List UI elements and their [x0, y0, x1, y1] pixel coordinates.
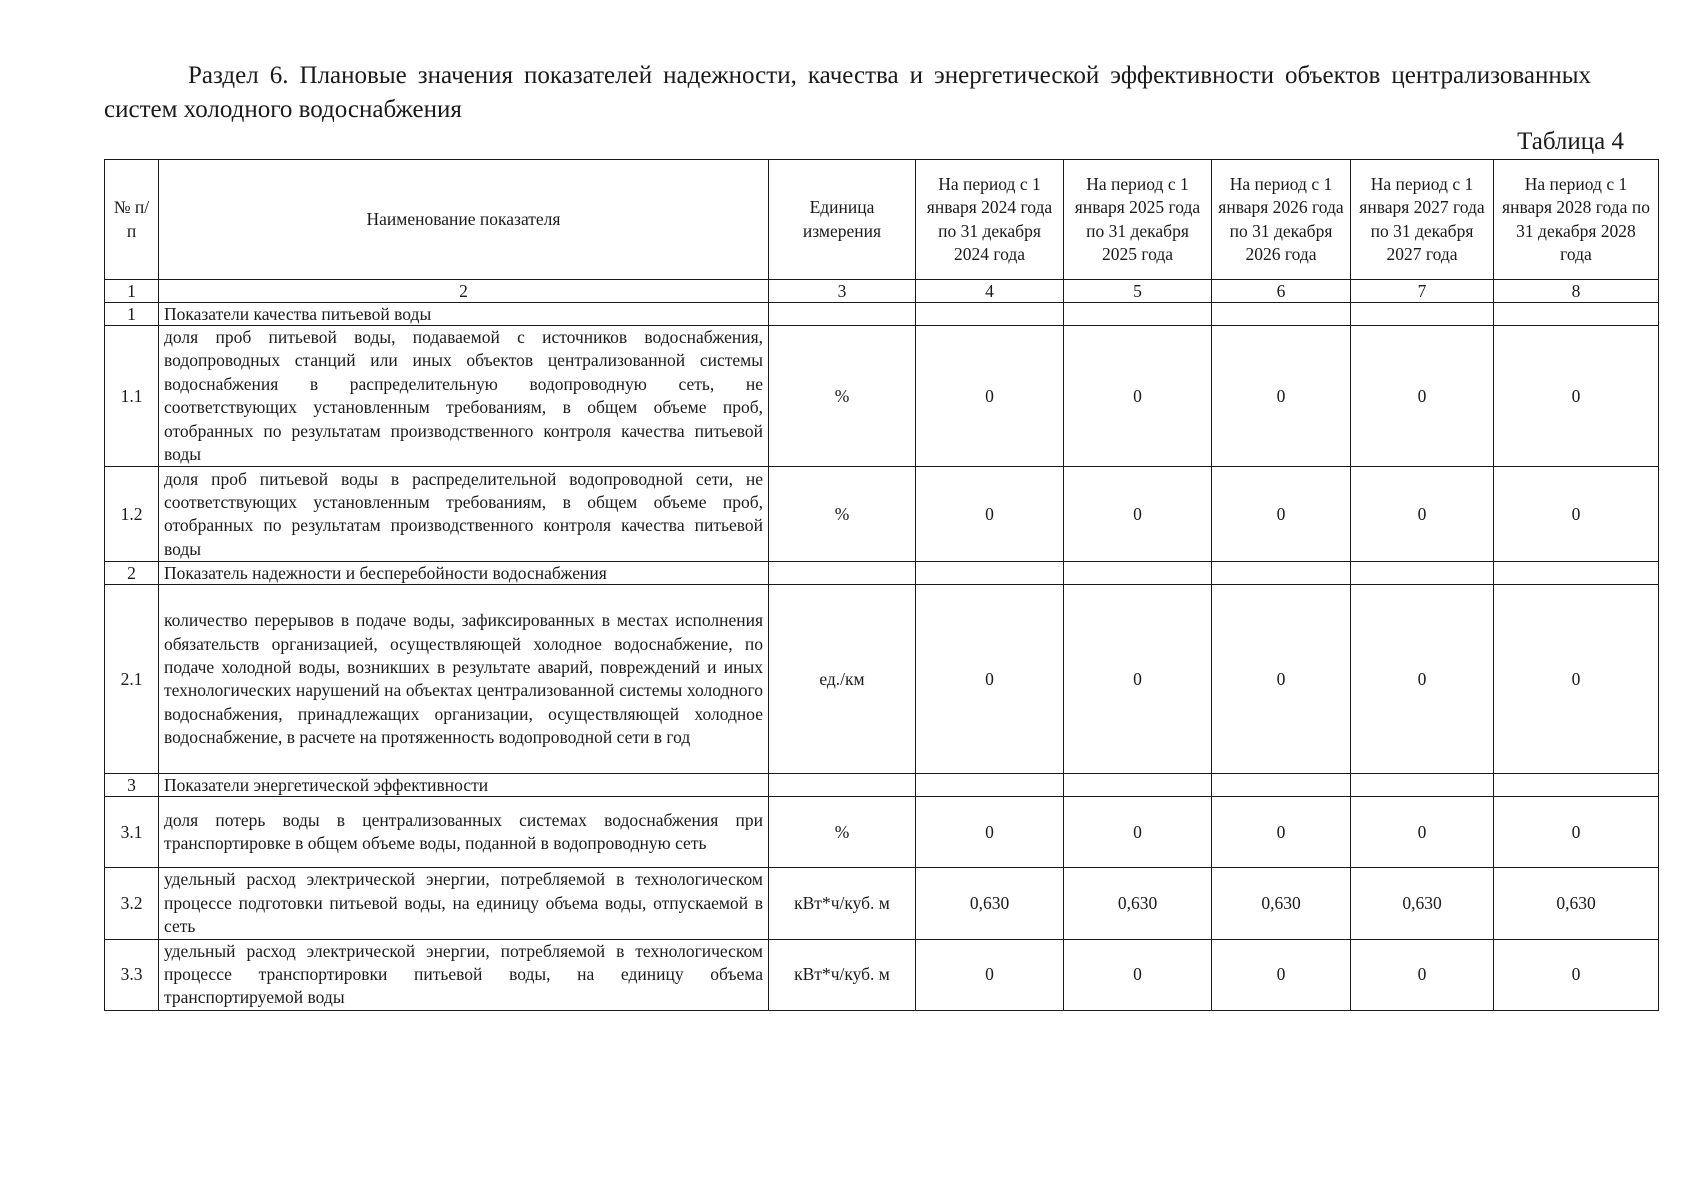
section-row: [105, 562, 1659, 585]
column-number: 4: [916, 280, 1064, 303]
row-number: 1.1: [105, 326, 159, 467]
table-row: [105, 326, 1659, 467]
table-row: [105, 939, 1659, 1010]
value-2028: 0: [1494, 797, 1659, 868]
indicator-name: доля потерь воды в централизованных системах водоснабжения при транспортировке в общем объеме воды, поданной в водопроводную сеть: [159, 797, 769, 868]
section-number: 1: [105, 303, 159, 326]
section-number: 3: [105, 774, 159, 797]
value-2025: 0: [1064, 585, 1212, 774]
column-number: 7: [1351, 280, 1494, 303]
header-period-2024: На период с 1 января 2024 года по 31 декабря 2024 года: [916, 160, 1064, 280]
header-period-2028: На период с 1 января 2028 года по 31 декабря 2028 года: [1494, 160, 1659, 280]
value-2026: 0: [1212, 585, 1351, 774]
value-2026: 0: [1212, 939, 1351, 1010]
unit-cell: кВт*ч/куб. м: [769, 939, 916, 1010]
row-number: 3.2: [105, 868, 159, 939]
header-name: Наименование показателя: [159, 160, 769, 280]
column-number: 1: [105, 280, 159, 303]
header-period-2025: На период с 1 января 2025 года по 31 декабря 2025 года: [1064, 160, 1212, 280]
unit-cell: ед./км: [769, 585, 916, 774]
value-2025: 0: [1064, 467, 1212, 562]
unit-cell: кВт*ч/куб. м: [769, 868, 916, 939]
indicator-name: удельный расход электрической энергии, потребляемой в технологическом процессе транспортировки питьевой воды, на единицу объема транспортируемой воды: [159, 939, 769, 1010]
value-2027: 0,630: [1351, 868, 1494, 939]
value-2024: 0: [916, 467, 1064, 562]
value-2025: 0,630: [1064, 868, 1212, 939]
indicator-name: доля проб питьевой воды, подаваемой с источников водоснабжения, водопроводных станций или иных объектов централизованной системы водоснабжения в распределительную водопроводную сеть, не соответствующих установленным требованиям, в общем объеме проб, отобранных по результатам производственного контроля качества питьевой воды: [159, 326, 769, 467]
value-2024: 0,630: [916, 868, 1064, 939]
header-unit: Единица измерения: [769, 160, 916, 280]
section-number: 2: [105, 562, 159, 585]
unit-cell: %: [769, 797, 916, 868]
table-label: Таблица 4: [1517, 128, 1624, 155]
column-number: 5: [1064, 280, 1212, 303]
section-row: [105, 774, 1659, 797]
header-no: № п/п: [105, 160, 159, 280]
section-heading: Раздел 6. Плановые значения показателей надежности, качества и энергетической эффективности объектов централизованных систем холодного водоснабжения: [104, 62, 1591, 123]
row-number: 2.1: [105, 585, 159, 774]
indicators-table: [104, 159, 1659, 1011]
section-title: Показатели энергетической эффективности: [159, 774, 769, 797]
column-number: 3: [769, 280, 916, 303]
value-2028: 0,630: [1494, 868, 1659, 939]
row-number: 3.3: [105, 939, 159, 1010]
value-2027: 0: [1351, 326, 1494, 467]
value-2025: 0: [1064, 326, 1212, 467]
row-number: 1.2: [105, 467, 159, 562]
unit-cell: %: [769, 326, 916, 467]
value-2028: 0: [1494, 326, 1659, 467]
value-2024: 0: [916, 797, 1064, 868]
value-2024: 0: [916, 939, 1064, 1010]
row-number: 3.1: [105, 797, 159, 868]
column-number: 8: [1494, 280, 1659, 303]
value-2028: 0: [1494, 939, 1659, 1010]
value-2027: 0: [1351, 797, 1494, 868]
value-2027: 0: [1351, 939, 1494, 1010]
header-period-2026: На период с 1 января 2026 года по 31 декабря 2026 года: [1212, 160, 1351, 280]
value-2028: 0: [1494, 585, 1659, 774]
value-2024: 0: [916, 326, 1064, 467]
column-number: 2: [159, 280, 769, 303]
indicator-name: количество перерывов в подаче воды, зафиксированных в местах исполнения обязательств организацией, осуществляющей холодное водоснабжение, по подаче холодной воды, возникших в результате аварий, повреждений и иных технологических нарушений на объектах централизованной системы холодного водоснабжения, принадлежащих организации, осуществляющей холодное водоснабжение, в расчете на протяженность водопроводной сети в год: [159, 585, 769, 774]
column-numbers-row: [105, 280, 1659, 303]
header-row: [105, 160, 1659, 280]
value-2024: 0: [916, 585, 1064, 774]
indicator-name: удельный расход электрической энергии, потребляемой в технологическом процессе подготовки питьевой воды, на единицу объема воды, отпускаемой в сеть: [159, 868, 769, 939]
table-row: [105, 797, 1659, 868]
value-2028: 0: [1494, 467, 1659, 562]
indicator-name: доля проб питьевой воды в распределительной водопроводной сети, не соответствующих установленным требованиям, в общем объеме проб, отобранных по результатам производственного контроля качества питьевой воды: [159, 467, 769, 562]
value-2025: 0: [1064, 939, 1212, 1010]
unit-cell: %: [769, 467, 916, 562]
value-2026: 0,630: [1212, 868, 1351, 939]
header-period-2027: На период с 1 января 2027 года по 31 декабря 2027 года: [1351, 160, 1494, 280]
table-row: [105, 585, 1659, 774]
section-title: Показатель надежности и бесперебойности водоснабжения: [159, 562, 769, 585]
value-2026: 0: [1212, 467, 1351, 562]
table-row: [105, 467, 1659, 562]
value-2027: 0: [1351, 585, 1494, 774]
section-row: [105, 303, 1659, 326]
value-2025: 0: [1064, 797, 1212, 868]
value-2027: 0: [1351, 467, 1494, 562]
value-2026: 0: [1212, 326, 1351, 467]
column-number: 6: [1212, 280, 1351, 303]
section-title: Показатели качества питьевой воды: [159, 303, 769, 326]
value-2026: 0: [1212, 797, 1351, 868]
table-row: [105, 868, 1659, 939]
